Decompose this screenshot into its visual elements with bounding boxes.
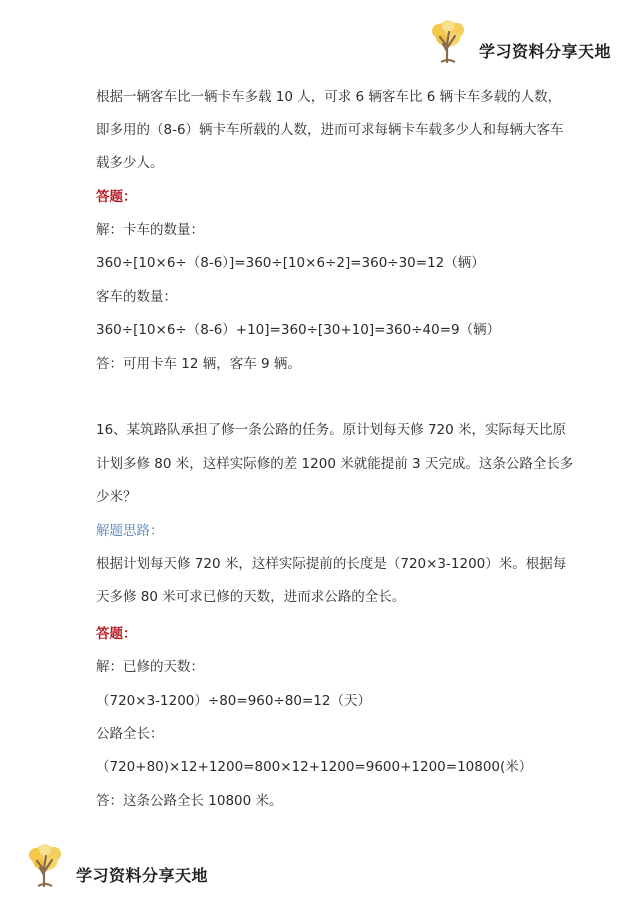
text-line: 答：这条公路全长 10800 米。 [96,793,283,809]
text-line: 天多修 80 米可求已修的天数，进而求公路的全长。 [96,589,406,605]
answer-heading: 答题： [96,189,137,205]
text-line: 少米？ [96,489,137,505]
text-line: （720+80)×12+1200=800×12+1200=9600+1200=10800(米） [96,759,533,775]
answer-heading: 答题： [96,626,137,642]
text-line: 根据计划每天修 720 米，这样实际提前的长度是（720×3-1200）米。根据每 [96,556,567,572]
text-line: 解：已修的天数： [96,659,204,675]
tree-logo-icon [425,18,471,64]
text-line: 16、某筑路队承担了修一条公路的任务。原计划每天修 720 米，实际每天比原 [96,422,567,438]
text-line: 360÷[10×6÷（8-6）+10]=360÷[30+10]=360÷40=9（辆） [96,322,501,338]
tree-logo-icon [22,842,68,888]
text-line: 载多少人。 [96,155,164,171]
text-line: 客车的数量： [96,289,177,305]
text-line: 公路全长： [96,726,164,742]
text-line: 解：卡车的数量： [96,222,204,238]
solution-thinking-heading: 解题思路： [96,523,164,539]
logo-text: 学习资料分享天地 [479,41,612,61]
text-line: 360÷[10×6÷（8-6）]=360÷[10×6÷2]=360÷30=12（辆） [96,255,485,271]
text-line: 计划多修 80 米，这样实际修的差 1200 米就能提前 3 天完成。这条公路全长多 [96,456,574,472]
text-line: 根据一辆客车比一辆卡车多载 10 人，可求 6 辆客车比 6 辆卡车多载的人数， [96,89,562,105]
text-line: 答：可用卡车 12 辆，客车 9 辆。 [96,356,301,372]
text-line: （720×3-1200）÷80=960÷80=12（天） [96,693,371,709]
logo-text: 学习资料分享天地 [76,865,209,885]
header-logo [425,18,611,64]
text-line: 即多用的（8-6）辆卡车所载的人数，进而可求每辆卡车载多少人和每辆大客车 [96,122,564,138]
footer-logo [22,842,208,888]
